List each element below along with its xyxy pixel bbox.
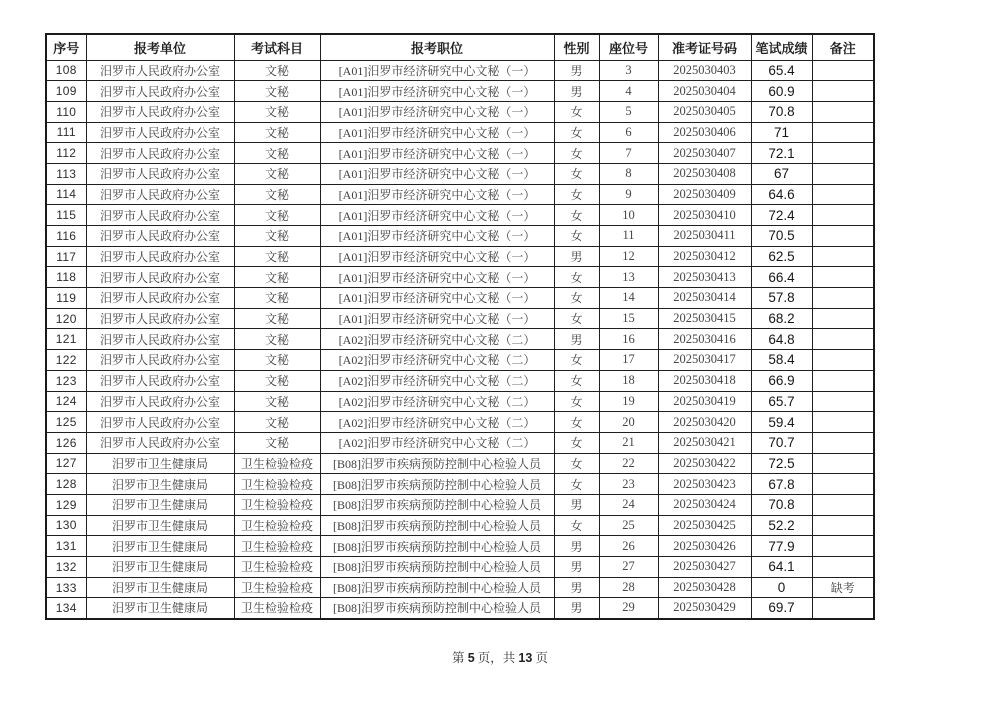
- cell-unit: 汨罗市人民政府办公室: [86, 60, 234, 81]
- cell-position: [B08]汨罗市疾病预防控制中心检验人员: [320, 453, 554, 474]
- table-row: [46, 494, 874, 515]
- table-row: [46, 60, 874, 81]
- cell-seat: 12: [599, 246, 658, 267]
- cell-subject: 文秘: [234, 60, 320, 81]
- cell-ticket: 2025030425: [658, 515, 751, 536]
- cell-score: 72.4: [751, 205, 812, 226]
- cell-subject: 卫生检验检疫: [234, 536, 320, 557]
- cell-ticket: 2025030411: [658, 226, 751, 247]
- cell-ticket: 2025030420: [658, 412, 751, 433]
- header-cell-score: 笔试成绩: [751, 34, 812, 60]
- cell-score: 77.9: [751, 536, 812, 557]
- cell-gender: 女: [554, 184, 599, 205]
- cell-gender: 女: [554, 412, 599, 433]
- cell-index: 111: [46, 122, 86, 143]
- cell-unit: 汨罗市卫生健康局: [86, 598, 234, 619]
- cell-remark: [812, 246, 874, 267]
- cell-seat: 4: [599, 81, 658, 102]
- table-row: [46, 143, 874, 164]
- cell-remark: [812, 163, 874, 184]
- cell-unit: 汨罗市人民政府办公室: [86, 370, 234, 391]
- cell-ticket: 2025030418: [658, 370, 751, 391]
- cell-seat: 8: [599, 163, 658, 184]
- footer-page-suffix: 页: [532, 651, 548, 665]
- cell-seat: 18: [599, 370, 658, 391]
- header-cell-gender: 性别: [554, 34, 599, 60]
- cell-position: [B08]汨罗市疾病预防控制中心检验人员: [320, 577, 554, 598]
- cell-subject: 卫生检验检疫: [234, 474, 320, 495]
- cell-position: [A02]汨罗市经济研究中心文秘（二）: [320, 329, 554, 350]
- page-footer: [0, 648, 1000, 666]
- cell-remark: 缺考: [812, 577, 874, 598]
- cell-subject: 卫生检验检疫: [234, 494, 320, 515]
- cell-score: 70.7: [751, 432, 812, 453]
- cell-ticket: 2025030422: [658, 453, 751, 474]
- table-row: [46, 391, 874, 412]
- table-row: [46, 81, 874, 102]
- cell-gender: 女: [554, 101, 599, 122]
- cell-score: 66.9: [751, 370, 812, 391]
- cell-ticket: 2025030405: [658, 101, 751, 122]
- cell-position: [A02]汨罗市经济研究中心文秘（二）: [320, 432, 554, 453]
- cell-seat: 25: [599, 515, 658, 536]
- cell-remark: [812, 308, 874, 329]
- cell-unit: 汨罗市人民政府办公室: [86, 101, 234, 122]
- cell-gender: 男: [554, 81, 599, 102]
- header-cell-unit: 报考单位: [86, 34, 234, 60]
- cell-score: 72.1: [751, 143, 812, 164]
- cell-ticket: 2025030416: [658, 329, 751, 350]
- cell-remark: [812, 557, 874, 578]
- table-row: [46, 288, 874, 309]
- cell-seat: 22: [599, 453, 658, 474]
- cell-index: 115: [46, 205, 86, 226]
- cell-ticket: 2025030414: [658, 288, 751, 309]
- table-row: [46, 370, 874, 391]
- cell-remark: [812, 391, 874, 412]
- table-row: [46, 557, 874, 578]
- cell-score: 70.8: [751, 494, 812, 515]
- cell-index: 132: [46, 557, 86, 578]
- cell-remark: [812, 494, 874, 515]
- cell-seat: 19: [599, 391, 658, 412]
- cell-seat: 20: [599, 412, 658, 433]
- cell-score: 64.8: [751, 329, 812, 350]
- cell-index: 124: [46, 391, 86, 412]
- cell-gender: 女: [554, 308, 599, 329]
- cell-unit: 汨罗市人民政府办公室: [86, 81, 234, 102]
- table-row: [46, 350, 874, 371]
- cell-position: [A01]汨罗市经济研究中心文秘（一）: [320, 60, 554, 81]
- cell-index: 117: [46, 246, 86, 267]
- cell-gender: 男: [554, 60, 599, 81]
- cell-remark: [812, 370, 874, 391]
- cell-seat: 23: [599, 474, 658, 495]
- cell-seat: 3: [599, 60, 658, 81]
- cell-position: [A01]汨罗市经济研究中心文秘（一）: [320, 143, 554, 164]
- cell-index: 126: [46, 432, 86, 453]
- cell-position: [A02]汨罗市经济研究中心文秘（二）: [320, 350, 554, 371]
- cell-seat: 26: [599, 536, 658, 557]
- cell-unit: 汨罗市人民政府办公室: [86, 143, 234, 164]
- cell-subject: 文秘: [234, 329, 320, 350]
- cell-unit: 汨罗市卫生健康局: [86, 453, 234, 474]
- cell-subject: 卫生检验检疫: [234, 515, 320, 536]
- cell-index: 114: [46, 184, 86, 205]
- cell-position: [B08]汨罗市疾病预防控制中心检验人员: [320, 474, 554, 495]
- cell-subject: 文秘: [234, 350, 320, 371]
- cell-position: [A01]汨罗市经济研究中心文秘（一）: [320, 226, 554, 247]
- cell-index: 134: [46, 598, 86, 619]
- cell-subject: 卫生检验检疫: [234, 557, 320, 578]
- table-row: [46, 329, 874, 350]
- cell-gender: 女: [554, 391, 599, 412]
- cell-score: 72.5: [751, 453, 812, 474]
- cell-unit: 汨罗市人民政府办公室: [86, 163, 234, 184]
- cell-unit: 汨罗市人民政府办公室: [86, 412, 234, 433]
- cell-unit: 汨罗市卫生健康局: [86, 515, 234, 536]
- cell-seat: 15: [599, 308, 658, 329]
- cell-position: [A01]汨罗市经济研究中心文秘（一）: [320, 267, 554, 288]
- cell-subject: 文秘: [234, 226, 320, 247]
- cell-score: 0: [751, 577, 812, 598]
- cell-unit: 汨罗市卫生健康局: [86, 557, 234, 578]
- cell-score: 67: [751, 163, 812, 184]
- cell-subject: 卫生检验检疫: [234, 453, 320, 474]
- cell-ticket: 2025030427: [658, 557, 751, 578]
- cell-subject: 卫生检验检疫: [234, 598, 320, 619]
- cell-unit: 汨罗市人民政府办公室: [86, 391, 234, 412]
- cell-seat: 29: [599, 598, 658, 619]
- cell-gender: 女: [554, 267, 599, 288]
- cell-index: 113: [46, 163, 86, 184]
- cell-unit: 汨罗市卫生健康局: [86, 474, 234, 495]
- cell-remark: [812, 598, 874, 619]
- cell-ticket: 2025030403: [658, 60, 751, 81]
- cell-ticket: 2025030428: [658, 577, 751, 598]
- cell-index: 128: [46, 474, 86, 495]
- exam-score-table: [45, 33, 875, 620]
- cell-remark: [812, 81, 874, 102]
- cell-score: 70.8: [751, 101, 812, 122]
- cell-subject: 文秘: [234, 432, 320, 453]
- cell-gender: 女: [554, 350, 599, 371]
- header-cell-ticket: 准考证号码: [658, 34, 751, 60]
- cell-gender: 女: [554, 453, 599, 474]
- cell-seat: 10: [599, 205, 658, 226]
- cell-seat: 16: [599, 329, 658, 350]
- header-cell-position: 报考职位: [320, 34, 554, 60]
- table-row: [46, 598, 874, 619]
- cell-index: 121: [46, 329, 86, 350]
- cell-score: 71: [751, 122, 812, 143]
- table-row: [46, 432, 874, 453]
- cell-score: 64.1: [751, 557, 812, 578]
- cell-remark: [812, 432, 874, 453]
- cell-unit: 汨罗市人民政府办公室: [86, 184, 234, 205]
- table-row: [46, 267, 874, 288]
- cell-gender: 女: [554, 474, 599, 495]
- cell-index: 120: [46, 308, 86, 329]
- cell-score: 52.2: [751, 515, 812, 536]
- cell-subject: 文秘: [234, 246, 320, 267]
- cell-ticket: 2025030412: [658, 246, 751, 267]
- cell-gender: 男: [554, 494, 599, 515]
- cell-ticket: 2025030409: [658, 184, 751, 205]
- cell-ticket: 2025030426: [658, 536, 751, 557]
- table-body: [46, 60, 874, 619]
- cell-index: 110: [46, 101, 86, 122]
- cell-gender: 男: [554, 598, 599, 619]
- cell-ticket: 2025030421: [658, 432, 751, 453]
- table-row: [46, 205, 874, 226]
- cell-position: [A01]汨罗市经济研究中心文秘（一）: [320, 101, 554, 122]
- cell-unit: 汨罗市人民政府办公室: [86, 288, 234, 309]
- cell-seat: 7: [599, 143, 658, 164]
- cell-seat: 21: [599, 432, 658, 453]
- cell-index: 116: [46, 226, 86, 247]
- table-row: [46, 101, 874, 122]
- cell-position: [A01]汨罗市经济研究中心文秘（一）: [320, 246, 554, 267]
- cell-index: 129: [46, 494, 86, 515]
- cell-subject: 文秘: [234, 101, 320, 122]
- cell-score: 58.4: [751, 350, 812, 371]
- cell-gender: 女: [554, 432, 599, 453]
- cell-position: [A01]汨罗市经济研究中心文秘（一）: [320, 163, 554, 184]
- cell-gender: 男: [554, 577, 599, 598]
- cell-index: 118: [46, 267, 86, 288]
- cell-index: 109: [46, 81, 86, 102]
- cell-ticket: 2025030406: [658, 122, 751, 143]
- footer-page-prefix: 第: [452, 651, 468, 665]
- header-cell-remark: 备注: [812, 34, 874, 60]
- cell-remark: [812, 288, 874, 309]
- cell-remark: [812, 515, 874, 536]
- cell-score: 57.8: [751, 288, 812, 309]
- table-row: [46, 453, 874, 474]
- cell-unit: 汨罗市人民政府办公室: [86, 226, 234, 247]
- header-cell-subject: 考试科目: [234, 34, 320, 60]
- cell-index: 119: [46, 288, 86, 309]
- cell-position: [A01]汨罗市经济研究中心文秘（一）: [320, 184, 554, 205]
- cell-seat: 27: [599, 557, 658, 578]
- cell-unit: 汨罗市人民政府办公室: [86, 308, 234, 329]
- cell-score: 69.7: [751, 598, 812, 619]
- cell-index: 112: [46, 143, 86, 164]
- cell-unit: 汨罗市人民政府办公室: [86, 329, 234, 350]
- cell-subject: 文秘: [234, 391, 320, 412]
- cell-subject: 文秘: [234, 122, 320, 143]
- cell-index: 123: [46, 370, 86, 391]
- cell-remark: [812, 329, 874, 350]
- cell-ticket: 2025030415: [658, 308, 751, 329]
- cell-remark: [812, 453, 874, 474]
- cell-gender: 女: [554, 122, 599, 143]
- cell-unit: 汨罗市人民政府办公室: [86, 350, 234, 371]
- header-cell-seat: 座位号: [599, 34, 658, 60]
- cell-subject: 文秘: [234, 163, 320, 184]
- cell-position: [A02]汨罗市经济研究中心文秘（二）: [320, 412, 554, 433]
- cell-index: 122: [46, 350, 86, 371]
- cell-seat: 28: [599, 577, 658, 598]
- cell-remark: [812, 474, 874, 495]
- cell-gender: 男: [554, 246, 599, 267]
- cell-unit: 汨罗市卫生健康局: [86, 577, 234, 598]
- cell-remark: [812, 267, 874, 288]
- cell-unit: 汨罗市人民政府办公室: [86, 267, 234, 288]
- cell-unit: 汨罗市人民政府办公室: [86, 205, 234, 226]
- table-row: [46, 226, 874, 247]
- table-row: [46, 122, 874, 143]
- cell-score: 65.7: [751, 391, 812, 412]
- cell-ticket: 2025030429: [658, 598, 751, 619]
- cell-seat: 6: [599, 122, 658, 143]
- cell-ticket: 2025030424: [658, 494, 751, 515]
- cell-score: 68.2: [751, 308, 812, 329]
- cell-index: 133: [46, 577, 86, 598]
- cell-unit: 汨罗市人民政府办公室: [86, 122, 234, 143]
- cell-gender: 女: [554, 163, 599, 184]
- cell-gender: 男: [554, 536, 599, 557]
- cell-subject: 文秘: [234, 81, 320, 102]
- footer-middle: 页，共: [474, 651, 519, 665]
- cell-remark: [812, 205, 874, 226]
- cell-remark: [812, 122, 874, 143]
- cell-position: [B08]汨罗市疾病预防控制中心检验人员: [320, 494, 554, 515]
- cell-score: 65.4: [751, 60, 812, 81]
- cell-remark: [812, 143, 874, 164]
- cell-position: [B08]汨罗市疾病预防控制中心检验人员: [320, 557, 554, 578]
- table-row: [46, 577, 874, 598]
- cell-seat: 24: [599, 494, 658, 515]
- cell-ticket: 2025030413: [658, 267, 751, 288]
- cell-remark: [812, 60, 874, 81]
- cell-seat: 14: [599, 288, 658, 309]
- cell-subject: 卫生检验检疫: [234, 577, 320, 598]
- cell-index: 127: [46, 453, 86, 474]
- cell-seat: 17: [599, 350, 658, 371]
- cell-index: 108: [46, 60, 86, 81]
- table-row: [46, 515, 874, 536]
- cell-subject: 文秘: [234, 308, 320, 329]
- cell-score: 67.8: [751, 474, 812, 495]
- cell-subject: 文秘: [234, 184, 320, 205]
- cell-index: 125: [46, 412, 86, 433]
- table-row: [46, 474, 874, 495]
- footer-total-pages: 13: [518, 651, 533, 665]
- cell-seat: 5: [599, 101, 658, 122]
- cell-subject: 文秘: [234, 370, 320, 391]
- cell-score: 64.6: [751, 184, 812, 205]
- cell-remark: [812, 350, 874, 371]
- cell-index: 130: [46, 515, 86, 536]
- cell-position: [A01]汨罗市经济研究中心文秘（一）: [320, 81, 554, 102]
- cell-subject: 文秘: [234, 412, 320, 433]
- cell-score: 70.5: [751, 226, 812, 247]
- cell-ticket: 2025030419: [658, 391, 751, 412]
- cell-seat: 13: [599, 267, 658, 288]
- cell-position: [A02]汨罗市经济研究中心文秘（二）: [320, 391, 554, 412]
- cell-remark: [812, 101, 874, 122]
- cell-unit: 汨罗市卫生健康局: [86, 536, 234, 557]
- cell-position: [B08]汨罗市疾病预防控制中心检验人员: [320, 515, 554, 536]
- cell-subject: 文秘: [234, 267, 320, 288]
- cell-position: [A01]汨罗市经济研究中心文秘（一）: [320, 205, 554, 226]
- cell-gender: 男: [554, 557, 599, 578]
- cell-subject: 文秘: [234, 205, 320, 226]
- cell-ticket: 2025030407: [658, 143, 751, 164]
- table-row: [46, 308, 874, 329]
- cell-ticket: 2025030404: [658, 81, 751, 102]
- cell-remark: [812, 184, 874, 205]
- cell-position: [A02]汨罗市经济研究中心文秘（二）: [320, 370, 554, 391]
- cell-score: 60.9: [751, 81, 812, 102]
- cell-seat: 11: [599, 226, 658, 247]
- cell-remark: [812, 412, 874, 433]
- cell-position: [A01]汨罗市经济研究中心文秘（一）: [320, 308, 554, 329]
- cell-unit: 汨罗市人民政府办公室: [86, 246, 234, 267]
- cell-ticket: 2025030417: [658, 350, 751, 371]
- cell-gender: 女: [554, 515, 599, 536]
- cell-score: 59.4: [751, 412, 812, 433]
- cell-seat: 9: [599, 184, 658, 205]
- table-row: [46, 536, 874, 557]
- cell-gender: 女: [554, 370, 599, 391]
- cell-unit: 汨罗市人民政府办公室: [86, 432, 234, 453]
- table-header-row: [46, 34, 874, 60]
- cell-gender: 男: [554, 329, 599, 350]
- cell-ticket: 2025030408: [658, 163, 751, 184]
- cell-subject: 文秘: [234, 143, 320, 164]
- cell-score: 66.4: [751, 267, 812, 288]
- cell-gender: 女: [554, 226, 599, 247]
- table-row: [46, 184, 874, 205]
- cell-gender: 女: [554, 205, 599, 226]
- cell-index: 131: [46, 536, 86, 557]
- cell-gender: 女: [554, 143, 599, 164]
- cell-ticket: 2025030423: [658, 474, 751, 495]
- footer-page-number: 5: [467, 651, 475, 665]
- cell-ticket: 2025030410: [658, 205, 751, 226]
- cell-position: [A01]汨罗市经济研究中心文秘（一）: [320, 288, 554, 309]
- cell-subject: 文秘: [234, 288, 320, 309]
- cell-unit: 汨罗市卫生健康局: [86, 494, 234, 515]
- header-cell-index: 序号: [46, 34, 86, 60]
- cell-remark: [812, 226, 874, 247]
- cell-position: [A01]汨罗市经济研究中心文秘（一）: [320, 122, 554, 143]
- table-row: [46, 412, 874, 433]
- cell-position: [B08]汨罗市疾病预防控制中心检验人员: [320, 598, 554, 619]
- table-row: [46, 163, 874, 184]
- cell-remark: [812, 536, 874, 557]
- table-row: [46, 246, 874, 267]
- cell-position: [B08]汨罗市疾病预防控制中心检验人员: [320, 536, 554, 557]
- cell-score: 62.5: [751, 246, 812, 267]
- cell-gender: 女: [554, 288, 599, 309]
